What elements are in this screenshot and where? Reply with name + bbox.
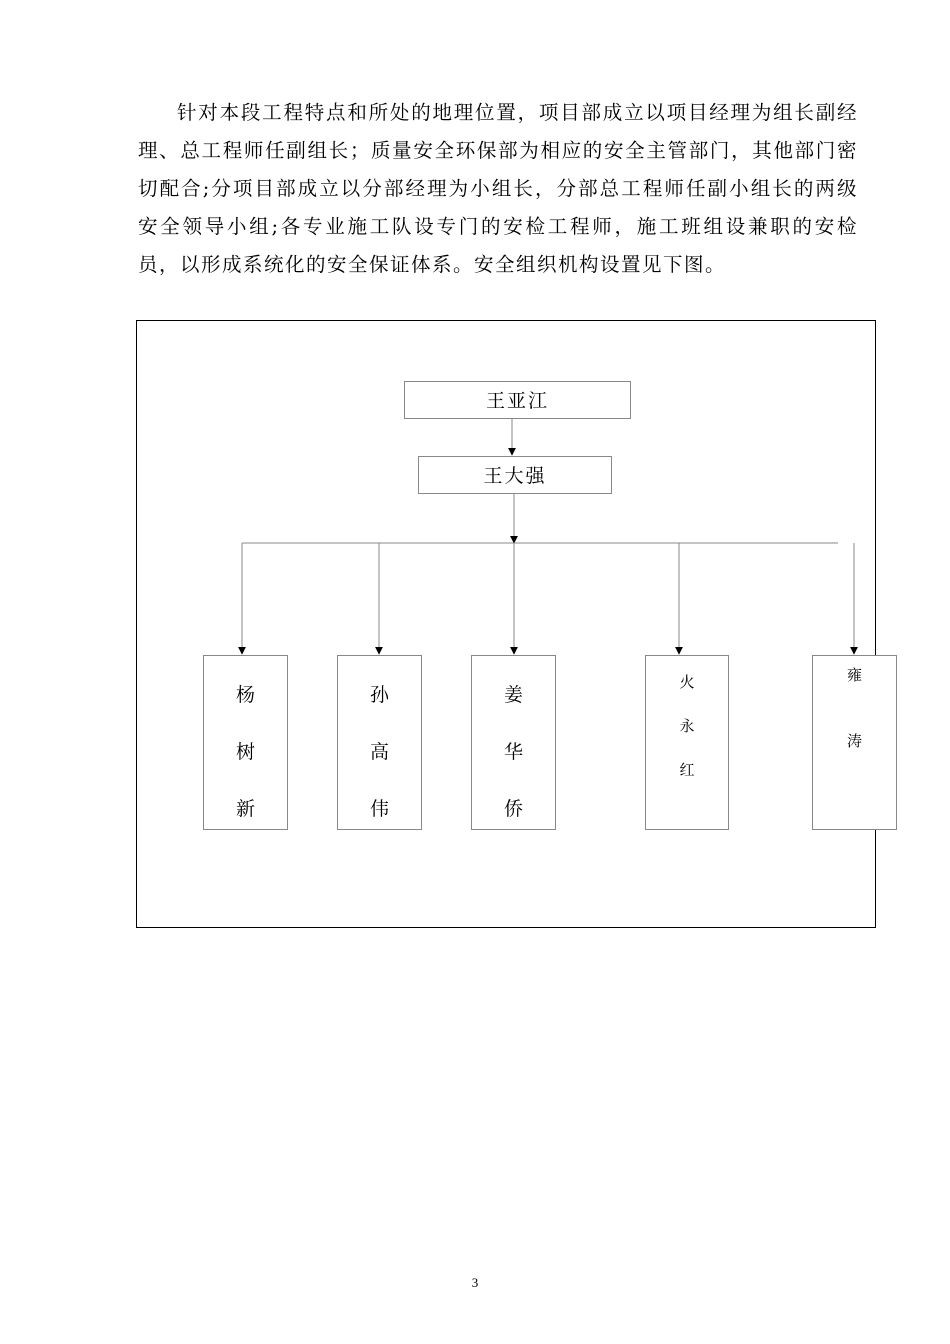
node-member-2-char-3: 伟 (369, 798, 389, 820)
node-member-3-char-3: 侨 (503, 798, 523, 820)
node-member-2 (337, 655, 422, 830)
node-member-4-char-2: 永 (679, 717, 695, 735)
node-member-3-char-1: 姜 (503, 684, 523, 706)
node-member-1-char-1: 杨 (235, 684, 255, 706)
page-number: 3 (471, 1275, 479, 1290)
node-member-5-char-1: 雍 (846, 666, 862, 684)
node-second (418, 456, 612, 494)
body-paragraph: 针对本段工程特点和所处的地理位置，项目部成立以项目经理为组长副经理、总工程师任副组长；质量安全环保部为相应的安全主管部门，其他部门密切配合;分项目部成立以分部经理为小组长，分部总工程师任副小组长的两级安全领导小组;各专业施工队设专门的安检工程师，施工班组设兼职的安检员，以形成系统化的安全保证体系。安全组织机构设置见下图。 (138, 101, 858, 276)
node-member-5-char-2: 涛 (846, 732, 862, 750)
node-member-1-char-3: 新 (235, 798, 255, 820)
node-member-4-char-3: 红 (679, 761, 695, 779)
node-member-1 (203, 655, 288, 830)
node-second-label: 王大强 (483, 465, 547, 487)
node-member-5 (812, 655, 897, 830)
node-member-2-char-2: 高 (369, 741, 389, 763)
node-top (404, 381, 631, 419)
node-member-4-char-1: 火 (679, 673, 695, 691)
node-member-3-char-2: 华 (503, 741, 523, 763)
node-member-4 (645, 655, 729, 830)
node-member-2-char-1: 孙 (369, 684, 389, 706)
node-top-label: 王亚江 (485, 390, 549, 412)
node-member-1-char-2: 树 (235, 741, 255, 763)
node-member-3 (471, 655, 556, 830)
